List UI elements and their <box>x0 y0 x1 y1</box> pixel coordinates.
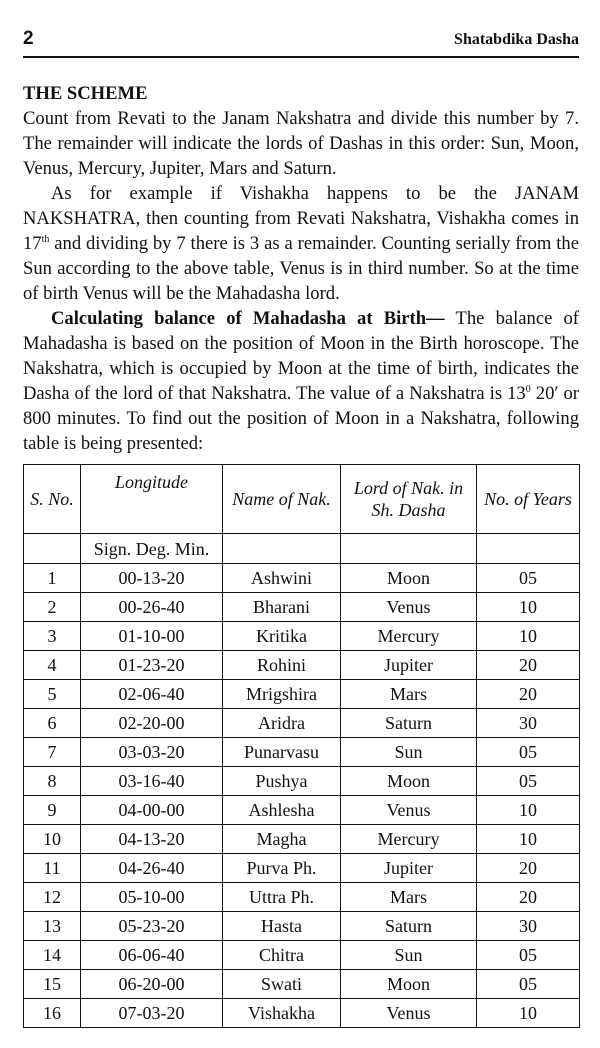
table-cell: 11 <box>24 854 81 883</box>
empty-cell <box>341 534 477 564</box>
table-cell: Venus <box>341 593 477 622</box>
table-cell: 06-06-40 <box>81 941 223 970</box>
table-cell: Ashwini <box>223 564 341 593</box>
table-cell: Ashlesha <box>223 796 341 825</box>
table-cell: 14 <box>24 941 81 970</box>
table-cell: 20 <box>477 680 580 709</box>
table-cell: 05 <box>477 738 580 767</box>
table-cell: Mars <box>341 680 477 709</box>
table-cell: 2 <box>24 593 81 622</box>
table-cell: 05 <box>477 941 580 970</box>
table-cell: Sun <box>341 941 477 970</box>
table-cell: Magha <box>223 825 341 854</box>
table-cell: 10 <box>477 593 580 622</box>
running-title: Shatabdika Dasha <box>454 31 579 48</box>
table-cell: Venus <box>341 999 477 1028</box>
table-row <box>24 564 580 593</box>
table-cell: 10 <box>24 825 81 854</box>
degree-superscript: 0 <box>525 383 531 395</box>
nakshatra-table <box>23 464 580 1028</box>
table-row <box>24 622 580 651</box>
table-cell: Sun <box>341 738 477 767</box>
table-cell: Mrigshira <box>223 680 341 709</box>
table-cell: 04-00-00 <box>81 796 223 825</box>
table-cell: 02-20-00 <box>81 709 223 738</box>
table-cell: 12 <box>24 883 81 912</box>
table-row <box>24 912 580 941</box>
col-header: Lord of Nak. in Sh. Dasha <box>341 465 477 534</box>
table-cell: Jupiter <box>341 651 477 680</box>
table-cell: 13 <box>24 912 81 941</box>
table-cell: 8 <box>24 767 81 796</box>
table-cell: Venus <box>341 796 477 825</box>
table-cell: Saturn <box>341 709 477 738</box>
table-cell: 30 <box>477 709 580 738</box>
page-number: 2 <box>23 28 34 49</box>
table-row <box>24 854 580 883</box>
table-cell: Mercury <box>341 825 477 854</box>
col-header: No. of Years <box>477 465 580 534</box>
text: 20′ or 800 minutes. To find out the position of Moon in a Nakshatra, following table is being presented: <box>23 383 579 454</box>
table-cell: 20 <box>477 651 580 680</box>
table-cell: Aridra <box>223 709 341 738</box>
superscript: th <box>41 233 50 245</box>
table-cell: Moon <box>341 564 477 593</box>
table-cell: 06-20-00 <box>81 970 223 999</box>
table-row <box>24 593 580 622</box>
table-cell: 20 <box>477 883 580 912</box>
table-cell: 04-13-20 <box>81 825 223 854</box>
table-cell: 04-26-40 <box>81 854 223 883</box>
empty-cell <box>24 534 81 564</box>
table-cell: Vishakha <box>223 999 341 1028</box>
table-cell: 00-13-20 <box>81 564 223 593</box>
table-cell: 01-10-00 <box>81 622 223 651</box>
table-row <box>24 738 580 767</box>
table-row <box>24 796 580 825</box>
table-cell: Purva Ph. <box>223 854 341 883</box>
table-cell: Punarvasu <box>223 738 341 767</box>
table-cell: Hasta <box>223 912 341 941</box>
body-text <box>23 81 579 456</box>
text: and dividing by 7 there is 3 as a remainder. Counting serially from the Sun according to the above table, Venus is in third number. So at the time of birth Venus will be the Mahadasha lord. <box>23 233 579 304</box>
longitude-units: Sign. Deg. Min. <box>81 534 223 564</box>
table-cell: 10 <box>477 999 580 1028</box>
table-cell: 10 <box>477 825 580 854</box>
table-cell: 05 <box>477 564 580 593</box>
table-cell: Moon <box>341 970 477 999</box>
table-row <box>24 767 580 796</box>
table-cell: 7 <box>24 738 81 767</box>
text: The balance of Mahadasha is based on the position of Moon in the Birth horoscope. The Nakshatra, which is occupied by Moon at the time of birth, indicates the Dasha of the lord of that Nakshatra. The value of a Nakshatra is 13 <box>23 308 579 404</box>
col-header: S. No. <box>24 465 81 534</box>
table-cell: 03-16-40 <box>81 767 223 796</box>
empty-cell <box>223 534 341 564</box>
table-cell: 4 <box>24 651 81 680</box>
col-header: Name of Nak. <box>223 465 341 534</box>
table-header-row <box>24 465 580 534</box>
table-row <box>24 970 580 999</box>
table-cell: Chitra <box>223 941 341 970</box>
table-cell: 03-03-20 <box>81 738 223 767</box>
table-cell: 6 <box>24 709 81 738</box>
table-row <box>24 999 580 1028</box>
table-cell: Mercury <box>341 622 477 651</box>
table-cell: 15 <box>24 970 81 999</box>
table-cell: 16 <box>24 999 81 1028</box>
table-row <box>24 941 580 970</box>
section-heading: THE SCHEME <box>23 83 148 104</box>
table-cell: Mars <box>341 883 477 912</box>
paragraph-example <box>23 181 579 306</box>
table-cell: Rohini <box>223 651 341 680</box>
table-cell: 10 <box>477 796 580 825</box>
table-cell: 00-26-40 <box>81 593 223 622</box>
table-cell: 05-10-00 <box>81 883 223 912</box>
table-cell: 3 <box>24 622 81 651</box>
table-cell: 20 <box>477 854 580 883</box>
table-cell: Saturn <box>341 912 477 941</box>
table-cell: 05 <box>477 767 580 796</box>
paragraph-balance <box>23 306 579 456</box>
table-row <box>24 883 580 912</box>
table-cell: Bharani <box>223 593 341 622</box>
table-cell: Kritika <box>223 622 341 651</box>
paragraph-scheme: Count from Revati to the Janam Nakshatra and divide this number by 7. The remainder will indicate the lords of Dashas in this order: Sun, Moon, Venus, Mercury, Jupiter, Mars and Saturn. <box>23 108 579 179</box>
table-cell: Swati <box>223 970 341 999</box>
table-cell: Jupiter <box>341 854 477 883</box>
table-row <box>24 709 580 738</box>
table-cell: 9 <box>24 796 81 825</box>
table-cell: 01-23-20 <box>81 651 223 680</box>
empty-cell <box>477 534 580 564</box>
table-cell: 02-06-40 <box>81 680 223 709</box>
table-cell: 05 <box>477 970 580 999</box>
table-row <box>24 680 580 709</box>
table-cell: 5 <box>24 680 81 709</box>
table-cell: Pushya <box>223 767 341 796</box>
table-cell: 10 <box>477 622 580 651</box>
table-cell: 30 <box>477 912 580 941</box>
table-row <box>24 825 580 854</box>
subheader-row <box>24 534 580 564</box>
table-cell: Moon <box>341 767 477 796</box>
table-cell: 05-23-20 <box>81 912 223 941</box>
table-cell: 07-03-20 <box>81 999 223 1028</box>
table-cell: 1 <box>24 564 81 593</box>
text: As for example if Vishakha happens to be the JANAM NAKSHATRA, then counting from Revati Nakshatra, Vishakha comes in 17 <box>23 183 579 254</box>
running-header <box>23 26 579 58</box>
bold-lead: Calculating balance of Mahadasha at Birth— <box>51 308 445 329</box>
table-row <box>24 651 580 680</box>
table-cell: Uttra Ph. <box>223 883 341 912</box>
col-header: Longitude <box>81 465 223 534</box>
